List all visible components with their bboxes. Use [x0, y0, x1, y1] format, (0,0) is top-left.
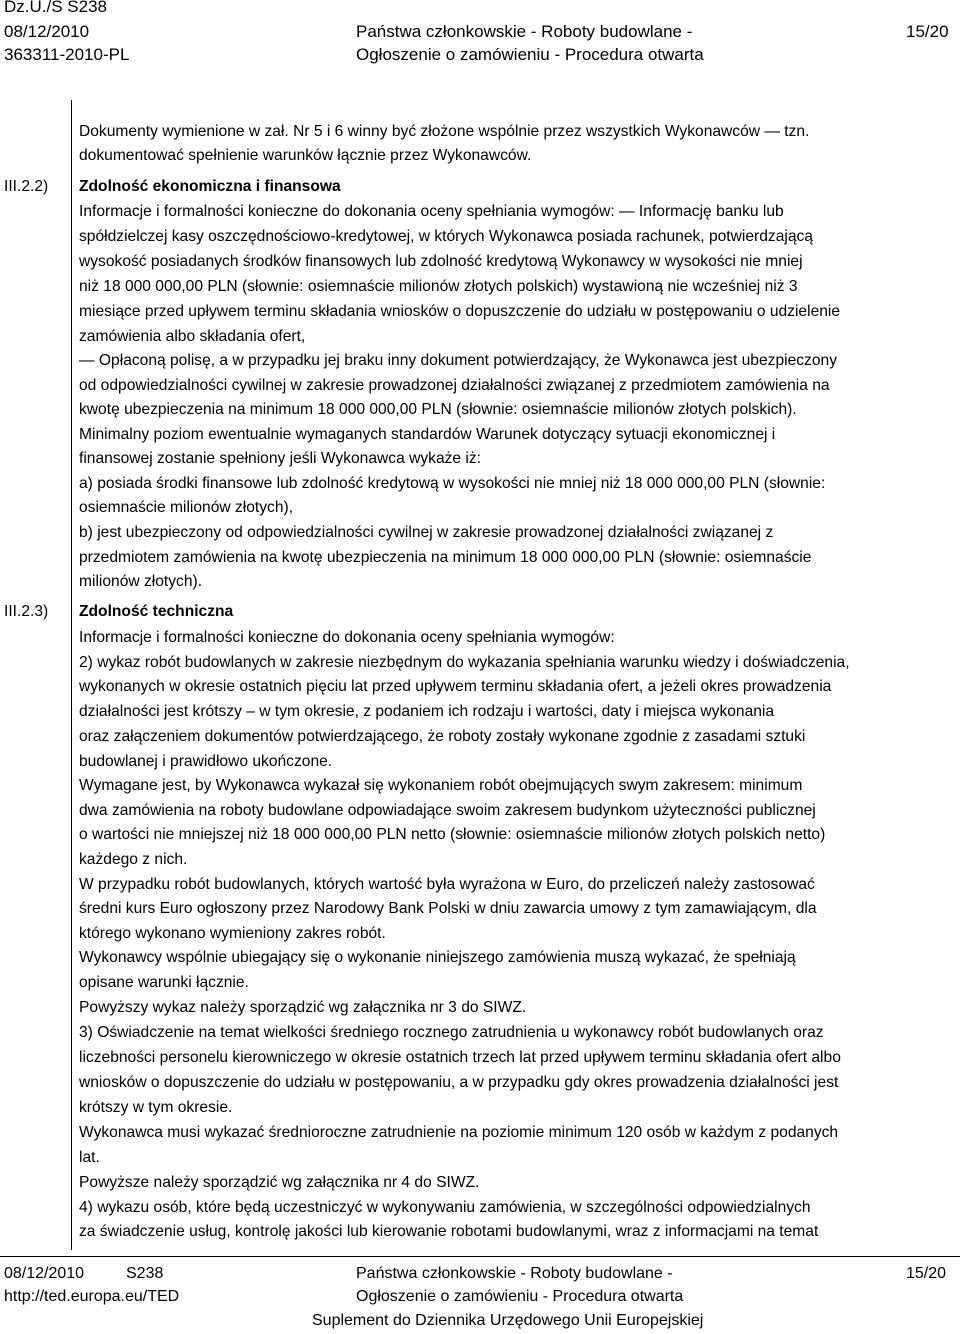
text-line: Powyższe należy sporządzić wg załącznika nr 4 do SIWZ.: [79, 1174, 480, 1191]
section-heading-economic: Zdolność ekonomiczna i finansowa: [79, 178, 341, 195]
text-line: o wartości nie mniejszej niż 18 000 000,00 PLN netto (słownie: osiemnaście milionów złotych polskich netto): [79, 826, 826, 843]
footer-divider: [0, 1256, 960, 1257]
text-line: przedmiotem zamówienia na kwotę ubezpieczenia na minimum 18 000 000,00 PLN (słownie: osiemnaście: [79, 549, 812, 566]
text-line: lat.: [79, 1149, 100, 1166]
section-heading-technical: Zdolność techniczna: [79, 603, 234, 620]
section-rule: [71, 100, 72, 608]
text-line: Dokumenty wymienione w zał. Nr 5 i 6 winny być złożone wspólnie przez wszystkich Wykonawców — tzn.: [79, 123, 810, 140]
section-rule: [71, 600, 72, 1250]
text-line: wykonanych w okresie ostatnich pięciu lat przed upływem terminu składania ofert, a jeżeli okres prowadzenia: [79, 678, 832, 695]
notice-ref: 363311-2010-PL: [4, 45, 130, 64]
text-line: a) posiada środki finansowe lub zdolność kredytową w wysokości nie mniej niż 18 000 000,00 PLN (słownie:: [79, 475, 826, 492]
section-label-iii-2-2: III.2.2): [4, 178, 49, 195]
text-line: od odpowiedzialności cywilnej w zakresie prowadzonej działalności związanej z przedmiotem zamówienia na: [79, 377, 830, 394]
text-line: oraz załączeniem dokumentów potwierdzającego, że roboty zostały wykonane zgodnie z zasadami sztuki: [79, 728, 806, 745]
text-line: średni kurs Euro ogłoszony przez Narodowy Bank Polski w dniu zawarcia umowy z tym zamawiającym, dla: [79, 900, 817, 917]
text-line: miesiące przed upływem terminu składania wniosków o dopuszczenie do udziału w postępowaniu o udzielenie: [79, 303, 841, 320]
text-line: b) jest ubezpieczony od odpowiedzialności cywilnej w zakresie prowadzonej działalności związanej z: [79, 524, 774, 541]
text-line: za świadczenie usług, kontrolę jakości lub kierowanie robotami budowlanymi, wraz z informacjami na temat: [79, 1223, 819, 1240]
text-line: milionów złotych).: [79, 573, 203, 590]
text-line: 2) wykaz robót budowlanych w zakresie niezbędnym do wykazania spełniania warunku wiedzy i doświadczenia,: [79, 654, 850, 671]
text-line: Minimalny poziom ewentualnie wymaganych standardów Warunek dotyczący sytuacji ekonomicznej i: [79, 426, 776, 443]
text-line: niż 18 000 000,00 PLN (słownie: osiemnaście milionów złotych polskich) wystawioną nie wcześniej niż 3: [79, 278, 798, 295]
text-line: wysokość posiadanych środków finansowych lub zdolność kredytową Wykonawcy w wysokości nie mniej: [79, 253, 803, 270]
header-date: 08/12/2010: [4, 22, 90, 41]
footer-title-line2: Ogłoszenie o zamówieniu - Procedura otwarta: [356, 1288, 684, 1305]
header-title-line2: Ogłoszenie o zamówieniu - Procedura otwarta: [356, 45, 704, 64]
text-line: W przypadku robót budowlanych, których wartość była wyrażona w Euro, do przeliczeń należy zastosować: [79, 876, 815, 893]
text-line: którego wykonano wymieniony zakres robót.: [79, 925, 386, 942]
text-line: Informacje i formalności konieczne do dokonania oceny spełniania wymogów: — Informację banku lub: [79, 203, 784, 220]
footer-page-number: 15/20: [906, 1265, 947, 1282]
text-line: — Opłaconą polisę, a w przypadku jej braku inny dokument potwierdzający, że Wykonawca jest ubezpieczony: [79, 352, 837, 369]
text-line: Wykonawca musi wykazać średnioroczne zatrudnienie na poziomie minimum 120 osób w każdym z podanych: [79, 1124, 839, 1141]
text-line: Wymagane jest, by Wykonawca wykazał się wykonaniem robót obejmujących swym zakresem: minimum: [79, 777, 803, 794]
footer-url-link[interactable]: http://ted.europa.eu/TED: [4, 1288, 180, 1305]
text-line: budowlanej i prawidłowo ukończone.: [79, 753, 333, 770]
footer-date: 08/12/2010: [4, 1265, 85, 1282]
journal-ref: Dz.U./S S238: [4, 0, 107, 16]
text-line: zamówienia albo składania ofert,: [79, 328, 306, 345]
text-line: kwotę ubezpieczenia na minimum 18 000 000,00 PLN (słownie: osiemnaście milionów złotych polskich).: [79, 401, 797, 418]
text-line: każdego z nich.: [79, 851, 188, 868]
text-line: spółdzielczej kasy oszczędnościowo-kredytowej, w których Wykonawca posiada rachunek, potwierdzającą: [79, 228, 813, 245]
header-page-number: 15/20: [906, 22, 949, 41]
text-line: krótszy w tym okresie.: [79, 1099, 233, 1116]
text-line: Wykonawcy wspólnie ubiegający się o wykonanie niniejszego zamówienia muszą wykazać, że spełniają: [79, 949, 796, 966]
text-line: działalności jest krótszy – w tym okresie, z podaniem ich rodzaju i wartości, daty i miejsca wykonania: [79, 703, 775, 720]
section-label-iii-2-3: III.2.3): [4, 603, 49, 620]
text-line: opisane warunki łącznie.: [79, 974, 249, 991]
text-line: wniosków o dopuszczenie do udziału w postępowaniu, a w przypadku gdy okres prowadzenia działalności jest: [79, 1074, 839, 1091]
text-line: Powyższy wykaz należy sporządzić wg załącznika nr 3 do SIWZ.: [79, 999, 527, 1016]
footer-title-line3: Suplement do Dziennika Urzędowego Unii Europejskiej: [312, 1312, 704, 1329]
text-line: 4) wykazu osób, które będą uczestniczyć w wykonywaniu zamówienia, w szczególności odpowiedzialnych: [79, 1199, 811, 1216]
text-line: finansowej zostanie spełniony jeśli Wykonawca wykaże iż:: [79, 450, 482, 467]
header-title-line1: Państwa członkowskie - Roboty budowlane -: [356, 22, 693, 41]
text-line: dokumentować spełnienie warunków łącznie przez Wykonawców.: [79, 147, 532, 164]
text-line: osiemnaście milionów złotych),: [79, 499, 294, 516]
footer-issue: S238: [126, 1265, 164, 1282]
text-line: liczebności personelu kierowniczego w okresie ostatnich trzech lat przed upływem terminu składania ofert albo: [79, 1049, 841, 1066]
text-line: 3) Oświadczenie na temat wielkości średniego rocznego zatrudnienia u wykonawcy robót budowlanych oraz: [79, 1024, 824, 1041]
footer-title-line1: Państwa członkowskie - Roboty budowlane -: [356, 1265, 673, 1282]
text-line: Informacje i formalności konieczne do dokonania oceny spełniania wymogów:: [79, 629, 615, 646]
text-line: dwa zamówienia na roboty budowlane odpowiadające swoim zakresem budynkom użyteczności publicznej: [79, 802, 816, 819]
